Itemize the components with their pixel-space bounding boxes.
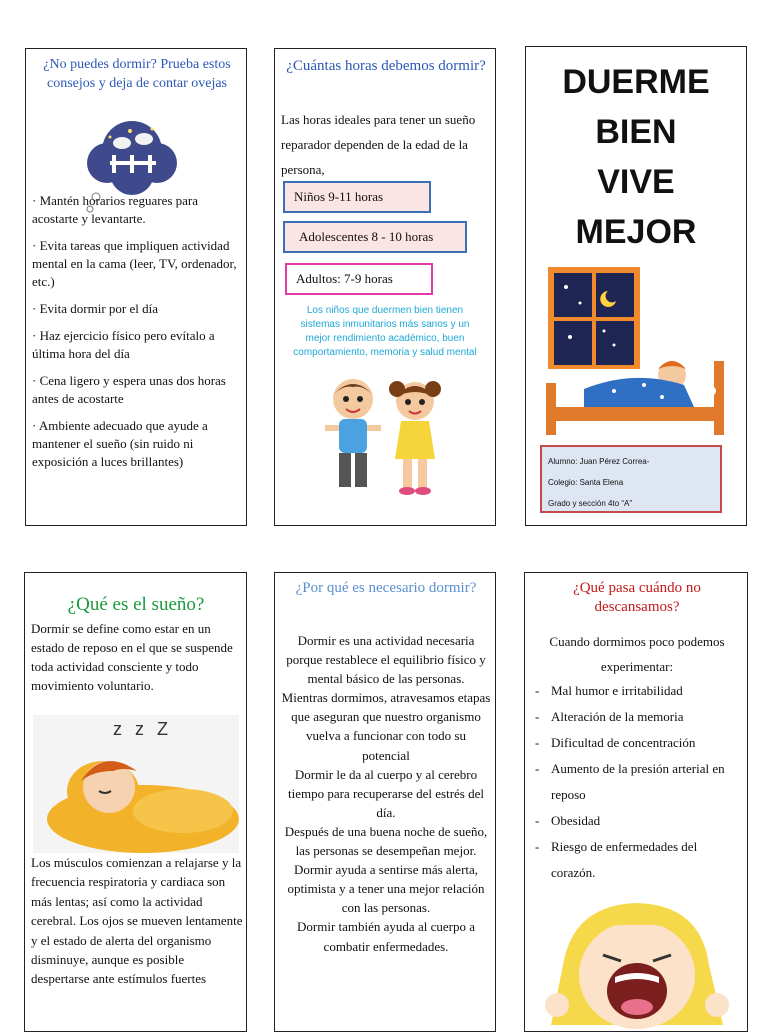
bedroom-illustration — [544, 265, 728, 437]
cover-title — [526, 57, 746, 257]
sleeping-girl-drawing — [33, 741, 239, 853]
effect-item: - Alteración de la memoria — [529, 704, 743, 730]
tip-item: · Evita dormir por el día — [32, 301, 158, 316]
grade-section: Grado y sección 4to “A” — [548, 499, 633, 508]
hours-intro: Las horas ideales para tener un sueño reparador dependen de la edad de la persona, — [281, 112, 476, 177]
school-name: Colegio: Santa Elena — [548, 478, 624, 487]
tip-item: · Cena ligero y espera unas dos horas antes de acostarte — [32, 373, 226, 406]
effect-item: - Aumento de la presión arterial en reposo — [529, 756, 743, 808]
cover-title-line: MEJOR — [575, 213, 697, 251]
effects-list — [529, 678, 743, 886]
why-sleep-text — [281, 631, 491, 956]
sleeping-girl-illustration — [33, 715, 239, 853]
panel-cover — [525, 46, 747, 526]
effect-item: - Riesgo de enfermedades del corazón. — [529, 834, 743, 886]
paragraph: Dormir también ayuda al cuerpo a combatir enfermedades. — [297, 919, 475, 954]
zzz-label: z z Z — [113, 719, 172, 739]
paragraph: Dormir ayuda a sentirse más alerta, optimista y a tener una mejor relación con las personas. — [287, 862, 485, 916]
cover-title-line: VIVE — [597, 163, 675, 201]
tips-list — [32, 192, 244, 480]
panel-no-rest — [524, 572, 748, 1032]
effect-item: - Dificultad de concentración — [529, 730, 743, 756]
paragraph: Mientras dormimos, atravesamos etapas que aseguran que nuestro organismo vuelva a funcionar con todo su potencial — [281, 690, 491, 763]
panel-title: ¿Por qué es necesario dormir? — [295, 580, 477, 596]
panel-what-is-sleep — [24, 572, 247, 1032]
panel-title: ¿Qué es el sueño? — [67, 594, 205, 615]
yawning-girl-illustration — [533, 895, 739, 1032]
definition-text: Dormir se define como estar en un estado de reposo en el que se suspende toda actividad consciente y todo movimiento voluntario. — [31, 621, 233, 693]
paragraph: Después de una buena noche de sueño, las personas se desempeñan mejor. — [284, 823, 488, 859]
hours-box-children: Niños 9-11 horas — [283, 181, 431, 213]
effect-item: - Mal humor e irritabilidad — [529, 678, 743, 704]
panel-sleep-tips — [25, 48, 247, 526]
effect-item: - Obesidad — [529, 808, 743, 834]
cover-title-line: BIEN — [595, 113, 677, 151]
cover-title-line: DUERME — [562, 63, 710, 101]
no-rest-intro: Cuando dormimos poco podemos experimentar: — [549, 634, 725, 674]
children-note: Los niños que duermen bien tienen sistemas inmunitarios más sanos y un mejor rendimiento académico, buen comportamiento, memoria y salud mental — [293, 305, 477, 358]
hours-box-adults: Adultos: 7-9 horas — [285, 263, 433, 295]
tip-item: · Ambiente adecuado que ayude a mantener el sueño (sin ruido ni exposición a luces brillantes) — [32, 418, 208, 469]
sleep-description: Los músculos comienzan a relajarse y la frecuencia respiratoria y cardiaca son más lentas; así como la actividad cerebral. Los ojos se mueven lentamente y el estado de alerta del organismo disminuye, aunque es posible despertarse ante estímulos fuertes — [31, 855, 243, 987]
kids-illustration — [319, 375, 449, 499]
panel-title: ¿Cuántas horas debemos dormir? — [286, 58, 486, 74]
paragraph: Dormir le da al cuerpo y al cerebro tiempo para recuperarse del estrés del día. — [288, 766, 484, 820]
panel-title: ¿Qué pasa cuándo no descansamos? — [573, 580, 701, 615]
paragraph: Dormir es una actividad necesaria porque restablece el equilibrio físico y mental básico de las personas. — [286, 633, 486, 687]
panel-hours — [274, 48, 496, 526]
student-info-box — [540, 445, 722, 513]
panel-title: ¿No puedes dormir? Prueba estos consejos y deja de contar ovejas — [43, 57, 231, 91]
tip-item: · Mantén horarios reguares para acostarte y levantarte. — [32, 193, 199, 226]
student-name: Alumno: Juan Pérez Correa- — [548, 457, 650, 466]
tip-item: · Evita tareas que impliquen actividad mental en la cama (leer, TV, ordenador, etc.) — [32, 238, 237, 289]
tip-item: · Haz ejercicio físico pero evítalo a última hora del día — [32, 328, 215, 361]
hours-box-teens: Adolescentes 8 - 10 horas — [283, 221, 467, 253]
panel-why-sleep — [274, 572, 496, 1032]
